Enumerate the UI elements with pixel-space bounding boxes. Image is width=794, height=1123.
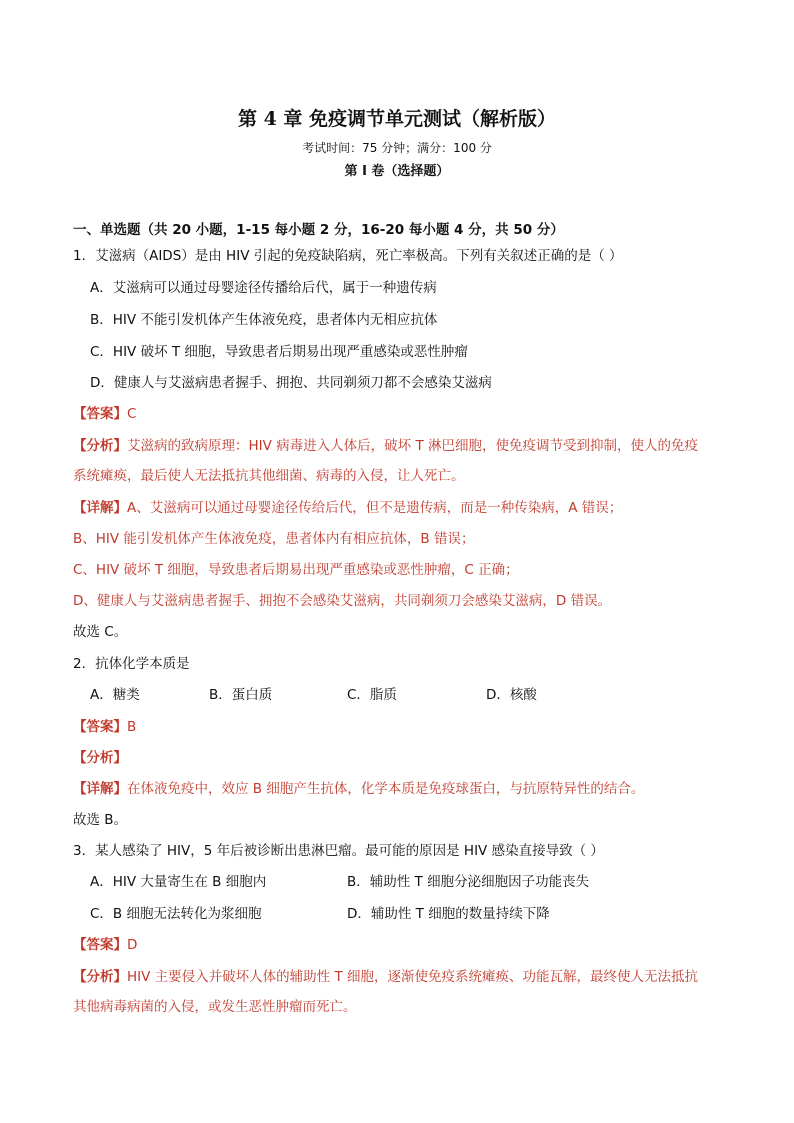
q1-option-d: D．健康人与艾滋病患者握手、拥抱、共同剃须刀都不会感染艾滋病	[90, 375, 492, 391]
analysis-tag: 【分析】	[73, 750, 127, 766]
q1-conclusion: 故选 C。	[73, 624, 128, 640]
q1-stem: 1．艾滋病（AIDS）是由 HIV 引起的免疫缺陷病，死亡率极高。下列有关叙述正确的是（ ）	[73, 248, 623, 264]
detail-tag: 【详解】	[73, 500, 127, 516]
q1-detail-2: B、HIV 能引发机体产生体液免疫，患者体内有相应抗体，B 错误；	[73, 531, 475, 547]
q1-detail-3: C、HIV 破坏 T 细胞，导致患者后期易出现严重感染或恶性肿瘤，C 正确；	[73, 562, 519, 578]
section-heading: 一、单选题（共 20 小题，1-15 每小题 2 分，16-20 每小题 4 分，共 50 分）	[73, 222, 564, 238]
q1-answer: C	[127, 406, 137, 422]
answer-tag: 【答案】	[73, 406, 127, 422]
q2-option-b: B．蛋白质	[209, 687, 273, 703]
q2-option-c: C．脂质	[347, 687, 397, 703]
q1-detail-row	[73, 498, 622, 518]
q3-analysis-2: 其他病毒病菌的入侵，或发生恶性肿瘤而死亡。	[73, 999, 357, 1015]
q1-option-c: C．HIV 破坏 T 细胞，导致患者后期易出现严重感染或恶性肿瘤	[90, 344, 468, 360]
answer-tag: 【答案】	[73, 719, 127, 735]
q1-answer-row	[73, 404, 136, 424]
analysis-tag: 【分析】	[73, 438, 127, 454]
q3-option-a: A．HIV 大量寄生在 B 细胞内	[90, 874, 267, 890]
q2-option-d: D．核酸	[486, 687, 537, 703]
q1-analysis-1: 艾滋病的致病原理：HIV 病毒进入人体后，破坏 T 淋巴细胞，使免疫调节受到抑制，使人的免疫	[127, 438, 698, 454]
analysis-tag: 【分析】	[73, 969, 127, 985]
q3-option-b: B．辅助性 T 细胞分泌细胞因子功能丧失	[347, 874, 590, 890]
q3-stem: 3．某人感染了 HIV，5 年后被诊断出患淋巴瘤。最可能的原因是 HIV 感染直接导致（ ）	[73, 843, 604, 859]
q1-analysis-row	[73, 436, 698, 456]
q2-answer: B	[127, 719, 137, 735]
q3-analysis-row	[73, 967, 698, 987]
q2-stem: 2．抗体化学本质是	[73, 656, 190, 672]
q2-answer-row	[73, 717, 136, 737]
q3-option-d: D．辅助性 T 细胞的数量持续下降	[347, 906, 550, 922]
q2-conclusion: 故选 B。	[73, 812, 128, 828]
q2-detail-1: 在体液免疫中，效应 B 细胞产生抗体，化学本质是免疫球蛋白，与抗原特异性的结合。	[127, 781, 645, 797]
detail-tag: 【详解】	[73, 781, 127, 797]
q2-option-a: A．糖类	[90, 687, 140, 703]
exam-info: 考试时间：75 分钟；满分：100 分	[302, 141, 492, 155]
q2-analysis-row	[73, 748, 127, 768]
q1-option-a: A．艾滋病可以通过母婴途径传播给后代，属于一种遗传病	[90, 280, 437, 296]
q3-option-c: C．B 细胞无法转化为浆细胞	[90, 906, 262, 922]
q3-answer: D	[127, 937, 138, 953]
q1-detail-4: D、健康人与艾滋病患者握手、拥抱不会感染艾滋病，共同剃须刀会感染艾滋病，D 错误。	[73, 593, 612, 609]
q2-detail-row	[73, 779, 644, 799]
q1-detail-1: A、艾滋病可以通过母婴途径传给后代，但不是遗传病，而是一种传染病，A 错误；	[127, 500, 623, 516]
page-title: 第 4 章 免疫调节单元测试（解析版）	[237, 108, 557, 130]
q1-analysis-2: 系统瘫痪，最后使人无法抵抗其他细菌、病毒的入侵，让人死亡。	[73, 468, 465, 484]
volume-heading: 第 I 卷（选择题）	[344, 164, 450, 179]
q1-option-b: B．HIV 不能引发机体产生体液免疫，患者体内无相应抗体	[90, 312, 438, 328]
q3-analysis-1: HIV 主要侵入并破坏人体的辅助性 T 细胞，逐渐使免疫系统瘫痪、功能瓦解，最终使人无法抵抗	[127, 969, 698, 985]
q3-answer-row	[73, 935, 137, 955]
answer-tag: 【答案】	[73, 937, 127, 953]
